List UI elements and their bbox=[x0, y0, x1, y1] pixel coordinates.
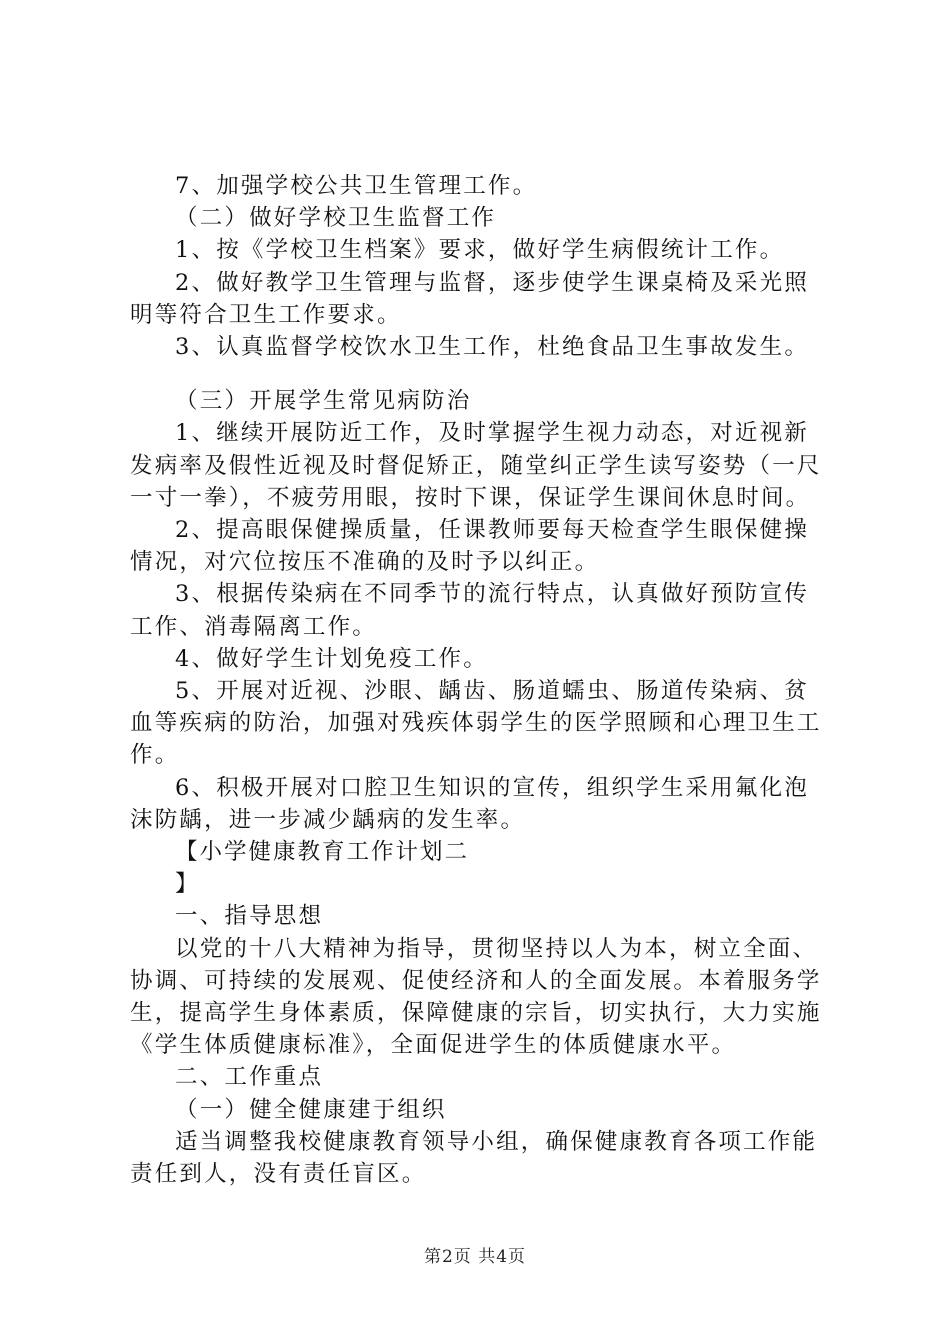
document-body bbox=[130, 170, 830, 1190]
section-title: 【小学健康教育工作计划二 bbox=[175, 839, 470, 866]
paragraph: 5、开展对近视、沙眼、龋齿、肠道蠕虫、肠道传染病、贫血等疾病的防治，加强对残疾体弱学生的医学照顾和心理卫生工作。 bbox=[130, 678, 822, 769]
subheading: （二）做好学校卫生监督工作 bbox=[175, 205, 497, 232]
paragraph: 6、积极开展对口腔卫生知识的宣传，组织学生采用氟化泡沫防龋，进一步减少龋病的发生率。 bbox=[130, 774, 810, 833]
paragraph: 1、按《学校卫生档案》要求，做好学生病假统计工作。 bbox=[175, 237, 785, 264]
paragraph: 2、做好教学卫生管理与监督，逐步使学生课桌椅及采光照明等符合卫生工作要求。 bbox=[130, 269, 810, 328]
subheading: （一）健全健康建于组织 bbox=[175, 1096, 447, 1123]
paragraph: 以党的十八大精神为指导，贯彻坚持以人为本，树立全面、协调、可持续的发展观、促使经济和人的全面发展。本着服务学生，提高学生身体素质，保障健康的宗旨，切实执行，大力实施《学生体质健康标准》，全面促进学生的体质健康水平。 bbox=[130, 935, 822, 1059]
paragraph-gap bbox=[130, 363, 830, 385]
section-title-close: 】 bbox=[175, 871, 200, 898]
paragraph: 4、做好学生计划免疫工作。 bbox=[175, 645, 488, 672]
section-heading: 二、工作重点 bbox=[175, 1064, 324, 1091]
paragraph: 3、认真监督学校饮水卫生工作，杜绝食品卫生事故发生。 bbox=[175, 334, 810, 361]
paragraph: 3、根据传染病在不同季节的流行特点，认真做好预防宣传工作、消毒隔离工作。 bbox=[130, 581, 810, 640]
page-number-footer: 第2页 共4页 bbox=[423, 1247, 527, 1267]
section-heading: 一、指导思想 bbox=[175, 903, 324, 930]
paragraph: 1、继续开展防近工作，及时掌握学生视力动态，对近视新发病率及假性近视及时督促矫正，随堂纠正学生读写姿势（一尺一寸一拳），不疲劳用眼，按时下课，保证学生课间休息时间。 bbox=[130, 420, 822, 511]
paragraph: 7、加强学校公共卫生管理工作。 bbox=[175, 173, 538, 199]
subheading: （三）开展学生常见病防治 bbox=[175, 388, 472, 415]
paragraph: 2、提高眼保健操质量，任课教师要每天检查学生眼保健操情况，对穴位按压不准确的及时予以纠正。 bbox=[130, 517, 810, 576]
paragraph: 适当调整我校健康教育领导小组，确保健康教育各项工作能责任到人，没有责任盲区。 bbox=[130, 1128, 818, 1188]
